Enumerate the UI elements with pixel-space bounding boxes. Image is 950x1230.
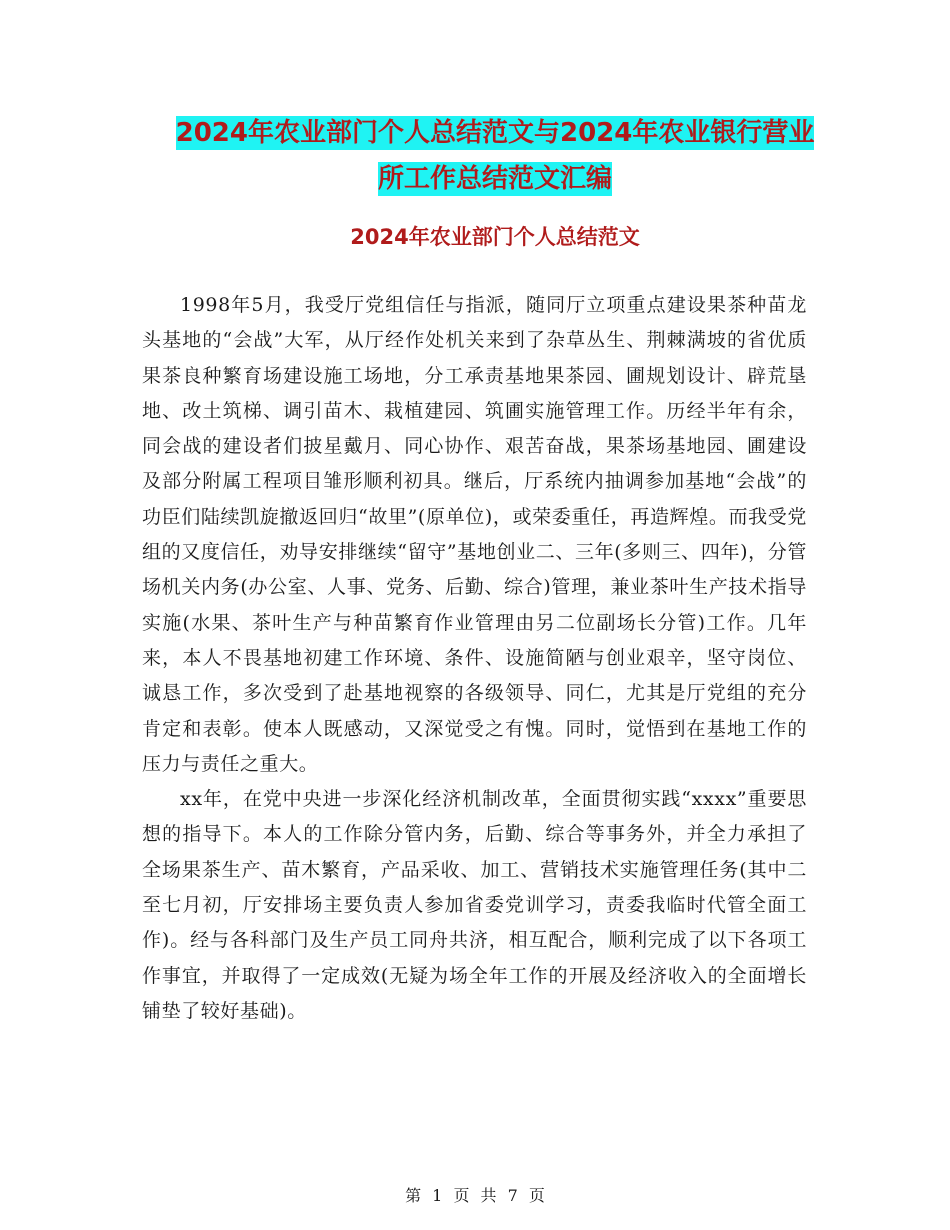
document-body — [142, 288, 807, 1029]
page-footer: 第 1 页 共 7 页 — [405, 1186, 545, 1205]
body-paragraph-1: 1998年5月，我受厅党组信任与指派，随同厅立项重点建设果茶种苗龙头基地的“会战”大军，从厅经作处机关来到了杂草丛生、荆棘满坡的省优质果茶良种繁育场建设施工场地，分工承责基地果茶园、圃规划设计、辟荒垦地、改土筑梯、调引苗木、栽植建园、筑圃实施管理工作。历经半年有余，同会战的建设者们披星戴月、同心协作、艰苦奋战，果茶场基地园、圃建设及部分附属工程项目雏形顺利初具。继后，厅系统内抽调参加基地“会战”的功臣们陆续凯旋撤返回归“故里”(原单位)，或荣委重任，再造辉煌。而我受党组的又度信任，劝导安排继续“留守”基地创业二、三年(多则三、四年)，分管场机关内务(办公室、人事、党务、后勤、综合)管理，兼业茶叶生产技术指导实施(水果、茶叶生产与种苗繁育作业管理由另二位副场长分管)工作。几年来，本人不畏基地初建工作环境、条件、设施简陋与创业艰辛，坚守岗位、诚恳工作，多次受到了赴基地视察的各级领导、同仁，尤其是厅党组的充分肯定和表彰。使本人既感动，又深觉受之有愧。同时，觉悟到在基地工作的压力与责任之重大。 — [142, 294, 807, 775]
body-paragraph-2: xx年，在党中央进一步深化经济机制改革，全面贯彻实践“xxxx”重要思想的指导下。本人的工作除分管内务，后勤、综合等事务外，并全力承担了全场果茶生产、苗木繁育，产品采收、加工、营销技术实施管理任务(其中二至七月初，厅安排场主要负责人参加省委党训学习，责委我临时代管全面工作)。经与各科部门及生产员工同舟共济，相互配合，顺利完成了以下各项工作事宜，并取得了一定成效(无疑为场全年工作的开展及经济收入的全面增长铺垫了较好基础)。 — [142, 788, 807, 1022]
document-title-line1: 2024年农业部门个人总结范文与2024年农业银行营业 — [175, 118, 815, 148]
section-title: 2024年农业部门个人总结范文 — [350, 225, 640, 249]
document-title — [120, 110, 870, 202]
document-title-line2: 所工作总结范文汇编 — [377, 164, 612, 194]
